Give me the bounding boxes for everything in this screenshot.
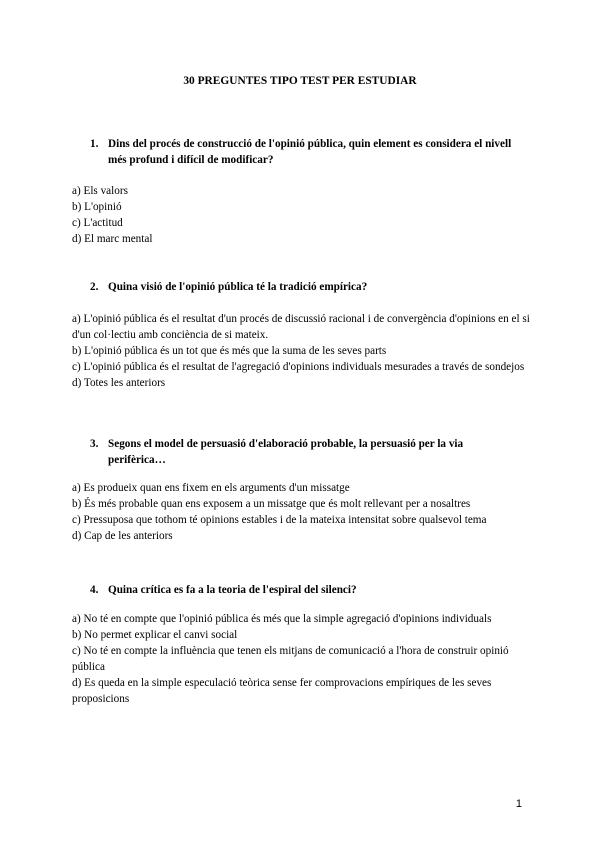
question-2 (90, 279, 520, 295)
question-number: 2. (90, 281, 99, 293)
option: b) L'opinió (72, 201, 122, 213)
page-title: 30 PREGUNTES TIPO TEST PER ESTUDIAR (183, 75, 417, 87)
question-text: Segons el model de persuasió d'elaboració probable, la persuasió per la via perifèrica… (108, 438, 464, 466)
question-4 (90, 582, 520, 598)
option: d) Cap de les anteriors (72, 530, 173, 542)
question-text: Quina visió de l'opinió pública té la tradició empírica? (108, 281, 368, 293)
option: d) Totes les anteriors (72, 377, 166, 389)
question-text: Dins del procés de construcció de l'opinió pública, quin element es considera el nivell més profund i difícil de modificar? (108, 138, 512, 166)
option: a) No té en compte que l'opinió pública és més que la simple agregació d'opinions individuals (72, 613, 492, 625)
option: d) Es queda en la simple especulació teòrica sense fer comprovacions empíriques de les seves proposicions (72, 677, 492, 705)
option: b) És més probable quan ens exposem a un missatge que és molt rellevant per a nosaltres (72, 498, 471, 510)
question-number: 1. (90, 138, 99, 150)
options-1 (72, 183, 532, 247)
option: a) Es produeix quan ens fixem en els arguments d'un missatge (72, 482, 350, 494)
option: b) No permet explicar el canvi social (72, 629, 238, 641)
option: c) No té en compte la influència que tenen els mitjans de comunicació a l'hora de construir opinió pública (72, 645, 509, 673)
question-text: Quina crítica es fa a la teoria de l'espiral del silenci? (108, 584, 357, 596)
question-3 (90, 436, 510, 468)
question-number: 4. (90, 584, 99, 596)
option: a) L'opinió pública és el resultat d'un procés de discussió racional i de convergència d'opinions en el si d'un col·lectiu amb conciència de si mateix. (72, 313, 530, 341)
question-1 (90, 136, 520, 168)
options-2 (72, 311, 532, 391)
option: b) L'opinió pública és un tot que és més que la suma de les seves parts (72, 345, 387, 357)
option: d) El marc mental (72, 233, 153, 245)
option: c) Pressuposa que tothom té opinions estables i de la mateixa intensitat sobre qualsevol tema (72, 514, 487, 526)
options-3 (72, 480, 532, 544)
page-number: 1 (515, 798, 522, 810)
option: c) L'actitud (72, 217, 123, 229)
option: a) Els valors (72, 185, 128, 197)
option: c) L'opinió pública és el resultat de l'agregació d'opinions individuals mesurades a través de sondejos (72, 361, 525, 373)
question-number: 3. (90, 438, 99, 450)
options-4 (72, 611, 532, 707)
